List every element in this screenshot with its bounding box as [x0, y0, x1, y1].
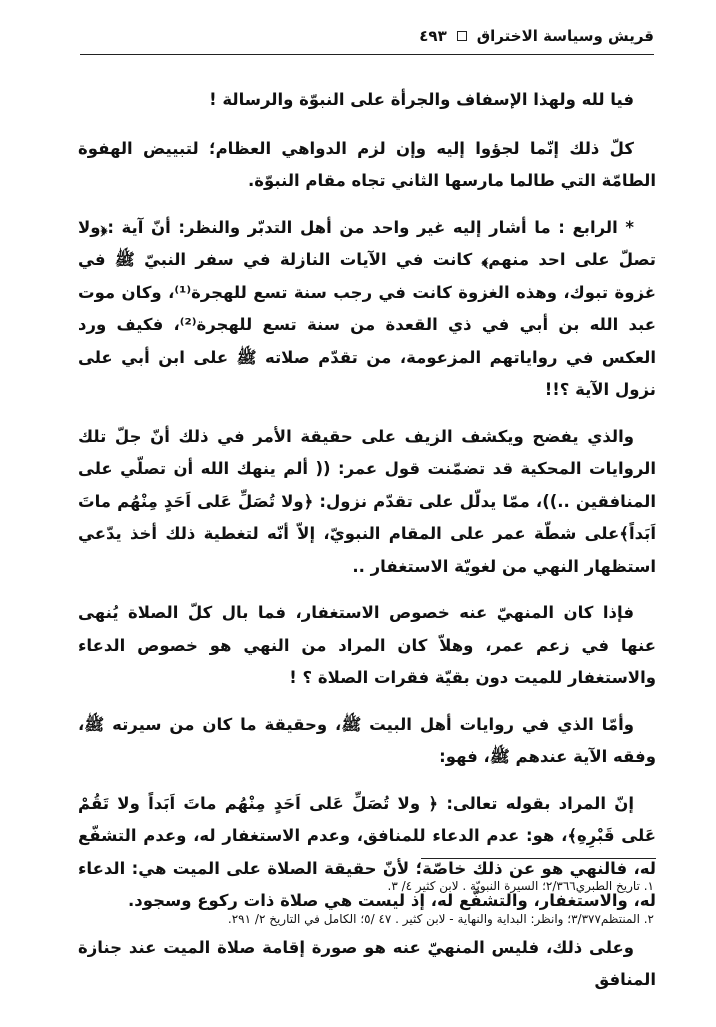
footnote-divider — [421, 858, 656, 859]
paragraph: كلّ ذلك إنّما لجؤوا إليه وإن لزم الدواهي العظام؛ لتبييض الهفوة الطامّة التي طالما مارسها الثاني تجاه مقام النبوّة. — [78, 138, 656, 190]
running-header — [80, 24, 654, 55]
paragraph: فيا لله ولهذا الإسفاف والجرأة على النبوّة والرسالة ! — [209, 90, 634, 109]
paragraph: فإذا كان المنهيّ عنه خصوص الاستغفار، فما بال كلّ الصلاة يُنهى عنها في زعم عمر، وهلاّ كان المراد من النهي هو خصوص الدعاء والاستغفار للميت دون بقيّة فقرات الصلاة ؟ ! — [78, 603, 656, 687]
paragraph: * الرابع : ما أشار إليه غير واحد من أهل التدبّر والنظر: أنّ آية :﴿ولا تصلّ على احد منهم﴾ كانت في الآيات النازلة في سفر النبيّ ﷺ في غزوة تبوك، وهذه الغزوة كانت في رجب سنة تسع للهجرة⁽¹⁾، وكان موت عبد الله بن أبي في ذي القعدة من سنة تسع للهجرة⁽²⁾، فكيف ورد العكس في رواياتهم المزعومة، من تقدّم صلاته ﷺ على ابن أبي على نزول الآية ؟!! — [78, 217, 656, 399]
footnotes — [78, 870, 654, 936]
page-number: ٤٩٣ — [419, 27, 447, 45]
footnote: ١. تاريخ الطبري٢/٣٦٦؛ السيرة النبويّة . لابن كثير ٤/ ٣. — [387, 879, 654, 893]
paragraph: وعلى ذلك، فليس المنهيّ عنه هو صورة إقامة صلاة الميت عند جنازة المنافق — [78, 937, 656, 989]
paragraph: إنّ المراد بقوله تعالى: ﴿ ولا تُصَلِّ عَلى اَحَدٍ مِنْهُم ماتَ اَبَداً ولا تَقُمْ عَلى قَبْرِهِ﴾، هو: عدم الدعاء للمنافق، وعدم الاستغفار له، وعدم التشفّع له، فالنهي هو عن ذلك خاصّة؛ لأنّ حقيقة الصلاة على الميت هي: الدعاء له، والاستغفار، والتشفّع له، إذ ليست هي صلاة ذات ركوع وسجود. — [78, 793, 656, 910]
footnote: ٢. المنتظم٣/٣٧٧؛ وانظر: البداية والنهاية - لابن كثير . ٤٧ /٥؛ الكامل في التاريخ ٢/ ٢٩١. — [227, 912, 654, 926]
paragraph: وأمّا الذي في روايات أهل البيت ﷺ، وحقيقة ما كان من سيرته ﷺ، وفقه الآية عندهم ﷺ، فهو: — [78, 714, 656, 766]
paragraph: والذي يفضح ويكشف الزيف على حقيقة الأمر في ذلك أنّ جلّ تلك الروايات المحكية قد تضمّنت قول عمر: (( ألم ينهك الله أن تصلّي على المنافقين ..))، ممّا يدلّل على تقدّم نزول: ﴿ولا تُصَلِّ عَلى اَحَدٍ مِنْهُم ماتَ اَبَداً﴾على شطّة عمر على المقام النبويّ، إلاّ أنّه لتغطية ذلك أخذ يدّعي استظهار النهي من لغويّة الاستغفار .. — [78, 426, 656, 576]
header-separator-box-icon — [457, 31, 467, 41]
header-title: قريش وسياسة الاختراق — [476, 27, 654, 45]
